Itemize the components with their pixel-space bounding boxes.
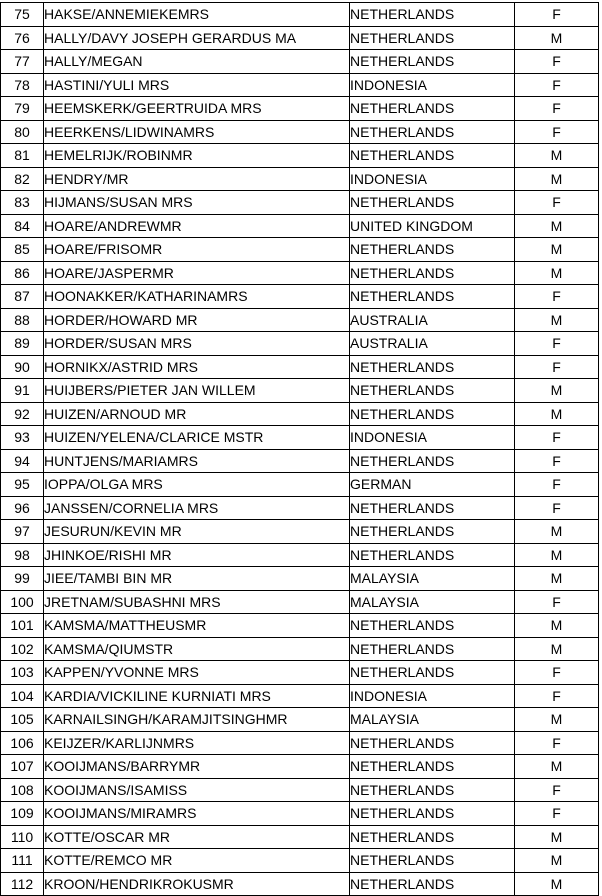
row-number: 91 <box>1 379 44 403</box>
passenger-name: KAPPEN/YVONNE MRS <box>44 661 350 685</box>
sex: M <box>515 214 599 238</box>
row-number: 110 <box>1 825 44 849</box>
nationality: NETHERLANDS <box>350 238 515 262</box>
row-number: 82 <box>1 167 44 191</box>
sex: F <box>515 449 599 473</box>
passenger-name: JHINKOE/RISHI MR <box>44 543 350 567</box>
sex: M <box>515 308 599 332</box>
sex: M <box>515 26 599 50</box>
passenger-name: JIEE/TAMBI BIN MR <box>44 567 350 591</box>
nationality: NETHERLANDS <box>350 379 515 403</box>
table-row <box>1 731 599 755</box>
sex: M <box>515 708 599 732</box>
sex: M <box>515 567 599 591</box>
nationality: MALAYSIA <box>350 590 515 614</box>
row-number: 104 <box>1 684 44 708</box>
nationality: NETHERLANDS <box>350 520 515 544</box>
table-row <box>1 684 599 708</box>
sex: M <box>515 614 599 638</box>
table-row <box>1 355 599 379</box>
table-row <box>1 167 599 191</box>
table-row <box>1 97 599 121</box>
nationality: NETHERLANDS <box>350 755 515 779</box>
nationality: GERMAN <box>350 473 515 497</box>
table-row <box>1 426 599 450</box>
nationality: NETHERLANDS <box>350 731 515 755</box>
table-row <box>1 755 599 779</box>
row-number: 85 <box>1 238 44 262</box>
sex: F <box>515 332 599 356</box>
sex: F <box>515 285 599 309</box>
row-number: 84 <box>1 214 44 238</box>
sex: M <box>515 872 599 896</box>
table-row <box>1 567 599 591</box>
nationality: AUSTRALIA <box>350 332 515 356</box>
passenger-name: HIJMANS/SUSAN MRS <box>44 191 350 215</box>
row-number: 112 <box>1 872 44 896</box>
table-row <box>1 872 599 896</box>
sex: F <box>515 120 599 144</box>
table-row <box>1 614 599 638</box>
row-number: 94 <box>1 449 44 473</box>
nationality: NETHERLANDS <box>350 778 515 802</box>
table-row <box>1 661 599 685</box>
passenger-name: HASTINI/YULI MRS <box>44 73 350 97</box>
nationality: NETHERLANDS <box>350 191 515 215</box>
row-number: 78 <box>1 73 44 97</box>
sex: M <box>515 755 599 779</box>
nationality: NETHERLANDS <box>350 825 515 849</box>
passenger-name: HEERKENS/LIDWINAMRS <box>44 120 350 144</box>
row-number: 75 <box>1 3 44 27</box>
table-row <box>1 214 599 238</box>
nationality: UNITED KINGDOM <box>350 214 515 238</box>
passenger-name: KOOIJMANS/ISAMISS <box>44 778 350 802</box>
row-number: 90 <box>1 355 44 379</box>
table-row <box>1 191 599 215</box>
passenger-name: HEMELRIJK/ROBINMR <box>44 144 350 168</box>
sex: F <box>515 355 599 379</box>
sex: F <box>515 778 599 802</box>
passenger-name: HOONAKKER/KATHARINAMRS <box>44 285 350 309</box>
sex: F <box>515 731 599 755</box>
table-row <box>1 120 599 144</box>
table-row <box>1 332 599 356</box>
nationality: NETHERLANDS <box>350 849 515 873</box>
row-number: 88 <box>1 308 44 332</box>
row-number: 96 <box>1 496 44 520</box>
nationality: NETHERLANDS <box>350 3 515 27</box>
table-row <box>1 261 599 285</box>
sex: M <box>515 238 599 262</box>
table-row <box>1 73 599 97</box>
sex: F <box>515 97 599 121</box>
row-number: 103 <box>1 661 44 685</box>
passenger-name: HAKSE/ANNEMIEKEMRS <box>44 3 350 27</box>
table-row <box>1 50 599 74</box>
nationality: NETHERLANDS <box>350 261 515 285</box>
passenger-name: HORNIKX/ASTRID MRS <box>44 355 350 379</box>
row-number: 99 <box>1 567 44 591</box>
nationality: NETHERLANDS <box>350 802 515 826</box>
nationality: AUSTRALIA <box>350 308 515 332</box>
row-number: 111 <box>1 849 44 873</box>
passenger-name: HALLY/DAVY JOSEPH GERARDUS MA <box>44 26 350 50</box>
nationality: NETHERLANDS <box>350 543 515 567</box>
nationality: MALAYSIA <box>350 567 515 591</box>
row-number: 81 <box>1 144 44 168</box>
row-number: 83 <box>1 191 44 215</box>
table-row <box>1 496 599 520</box>
passenger-name: HENDRY/MR <box>44 167 350 191</box>
table-row <box>1 379 599 403</box>
passenger-name: HUIZEN/ARNOUD MR <box>44 402 350 426</box>
sex: M <box>515 261 599 285</box>
sex: F <box>515 191 599 215</box>
row-number: 109 <box>1 802 44 826</box>
table-row <box>1 3 599 27</box>
row-number: 101 <box>1 614 44 638</box>
row-number: 102 <box>1 637 44 661</box>
passenger-name: HOARE/ANDREWMR <box>44 214 350 238</box>
passenger-name: HOARE/FRISOMR <box>44 238 350 262</box>
table-row <box>1 402 599 426</box>
table-row <box>1 802 599 826</box>
row-number: 87 <box>1 285 44 309</box>
sex: M <box>515 402 599 426</box>
sex: M <box>515 825 599 849</box>
passenger-name: JANSSEN/CORNELIA MRS <box>44 496 350 520</box>
row-number: 79 <box>1 97 44 121</box>
sex: F <box>515 3 599 27</box>
table-row <box>1 708 599 732</box>
row-number: 100 <box>1 590 44 614</box>
sex: F <box>515 73 599 97</box>
row-number: 86 <box>1 261 44 285</box>
table-row <box>1 520 599 544</box>
passenger-name: KAMSMA/MATTHEUSMR <box>44 614 350 638</box>
passenger-name: JRETNAM/SUBASHNI MRS <box>44 590 350 614</box>
sex: M <box>515 167 599 191</box>
table-row <box>1 449 599 473</box>
row-number: 97 <box>1 520 44 544</box>
passenger-name: HORDER/SUSAN MRS <box>44 332 350 356</box>
table-row <box>1 849 599 873</box>
passenger-name: KOTTE/OSCAR MR <box>44 825 350 849</box>
sex: M <box>515 543 599 567</box>
nationality: NETHERLANDS <box>350 120 515 144</box>
nationality: NETHERLANDS <box>350 449 515 473</box>
table-row <box>1 285 599 309</box>
table-row <box>1 238 599 262</box>
passenger-name: KOTTE/REMCO MR <box>44 849 350 873</box>
passenger-name: HALLY/MEGAN <box>44 50 350 74</box>
row-number: 77 <box>1 50 44 74</box>
sex: M <box>515 849 599 873</box>
row-number: 95 <box>1 473 44 497</box>
nationality: NETHERLANDS <box>350 496 515 520</box>
nationality: INDONESIA <box>350 167 515 191</box>
passenger-table-body <box>1 3 599 896</box>
table-row <box>1 637 599 661</box>
sex: F <box>515 590 599 614</box>
passenger-name: HORDER/HOWARD MR <box>44 308 350 332</box>
table-row <box>1 543 599 567</box>
nationality: NETHERLANDS <box>350 50 515 74</box>
table-row <box>1 26 599 50</box>
nationality: NETHERLANDS <box>350 661 515 685</box>
passenger-name: KEIJZER/KARLIJNMRS <box>44 731 350 755</box>
sex: M <box>515 144 599 168</box>
passenger-name: KOOIJMANS/BARRYMR <box>44 755 350 779</box>
nationality: INDONESIA <box>350 73 515 97</box>
passenger-table <box>0 2 599 896</box>
row-number: 76 <box>1 26 44 50</box>
sex: M <box>515 379 599 403</box>
passenger-name: HOARE/JASPERMR <box>44 261 350 285</box>
row-number: 92 <box>1 402 44 426</box>
sex: M <box>515 637 599 661</box>
sex: F <box>515 473 599 497</box>
passenger-name: HUNTJENS/MARIAMRS <box>44 449 350 473</box>
passenger-name: IOPPA/OLGA MRS <box>44 473 350 497</box>
row-number: 80 <box>1 120 44 144</box>
row-number: 107 <box>1 755 44 779</box>
nationality: NETHERLANDS <box>350 637 515 661</box>
row-number: 106 <box>1 731 44 755</box>
nationality: NETHERLANDS <box>350 872 515 896</box>
nationality: NETHERLANDS <box>350 355 515 379</box>
nationality: NETHERLANDS <box>350 26 515 50</box>
row-number: 105 <box>1 708 44 732</box>
passenger-name: HUIJBERS/PIETER JAN WILLEM <box>44 379 350 403</box>
nationality: INDONESIA <box>350 426 515 450</box>
table-row <box>1 308 599 332</box>
sex: F <box>515 50 599 74</box>
row-number: 93 <box>1 426 44 450</box>
table-row <box>1 825 599 849</box>
sex: F <box>515 802 599 826</box>
nationality: NETHERLANDS <box>350 285 515 309</box>
nationality: NETHERLANDS <box>350 614 515 638</box>
sex: F <box>515 684 599 708</box>
table-row <box>1 590 599 614</box>
passenger-name: HUIZEN/YELENA/CLARICE MSTR <box>44 426 350 450</box>
row-number: 98 <box>1 543 44 567</box>
passenger-name: KARDIA/VICKILINE KURNIATI MRS <box>44 684 350 708</box>
passenger-name: KARNAILSINGH/KARAMJITSINGHMR <box>44 708 350 732</box>
passenger-name: KAMSMA/QIUMSTR <box>44 637 350 661</box>
table-row <box>1 778 599 802</box>
nationality: NETHERLANDS <box>350 144 515 168</box>
nationality: MALAYSIA <box>350 708 515 732</box>
row-number: 89 <box>1 332 44 356</box>
sex: F <box>515 661 599 685</box>
sex: M <box>515 520 599 544</box>
sex: F <box>515 426 599 450</box>
nationality: NETHERLANDS <box>350 402 515 426</box>
nationality: INDONESIA <box>350 684 515 708</box>
row-number: 108 <box>1 778 44 802</box>
nationality: NETHERLANDS <box>350 97 515 121</box>
passenger-name: KROON/HENDRIKROKUSMR <box>44 872 350 896</box>
table-row <box>1 144 599 168</box>
sex: F <box>515 496 599 520</box>
table-row <box>1 473 599 497</box>
passenger-name: JESURUN/KEVIN MR <box>44 520 350 544</box>
passenger-name: HEEMSKERK/GEERTRUIDA MRS <box>44 97 350 121</box>
passenger-name: KOOIJMANS/MIRAMRS <box>44 802 350 826</box>
